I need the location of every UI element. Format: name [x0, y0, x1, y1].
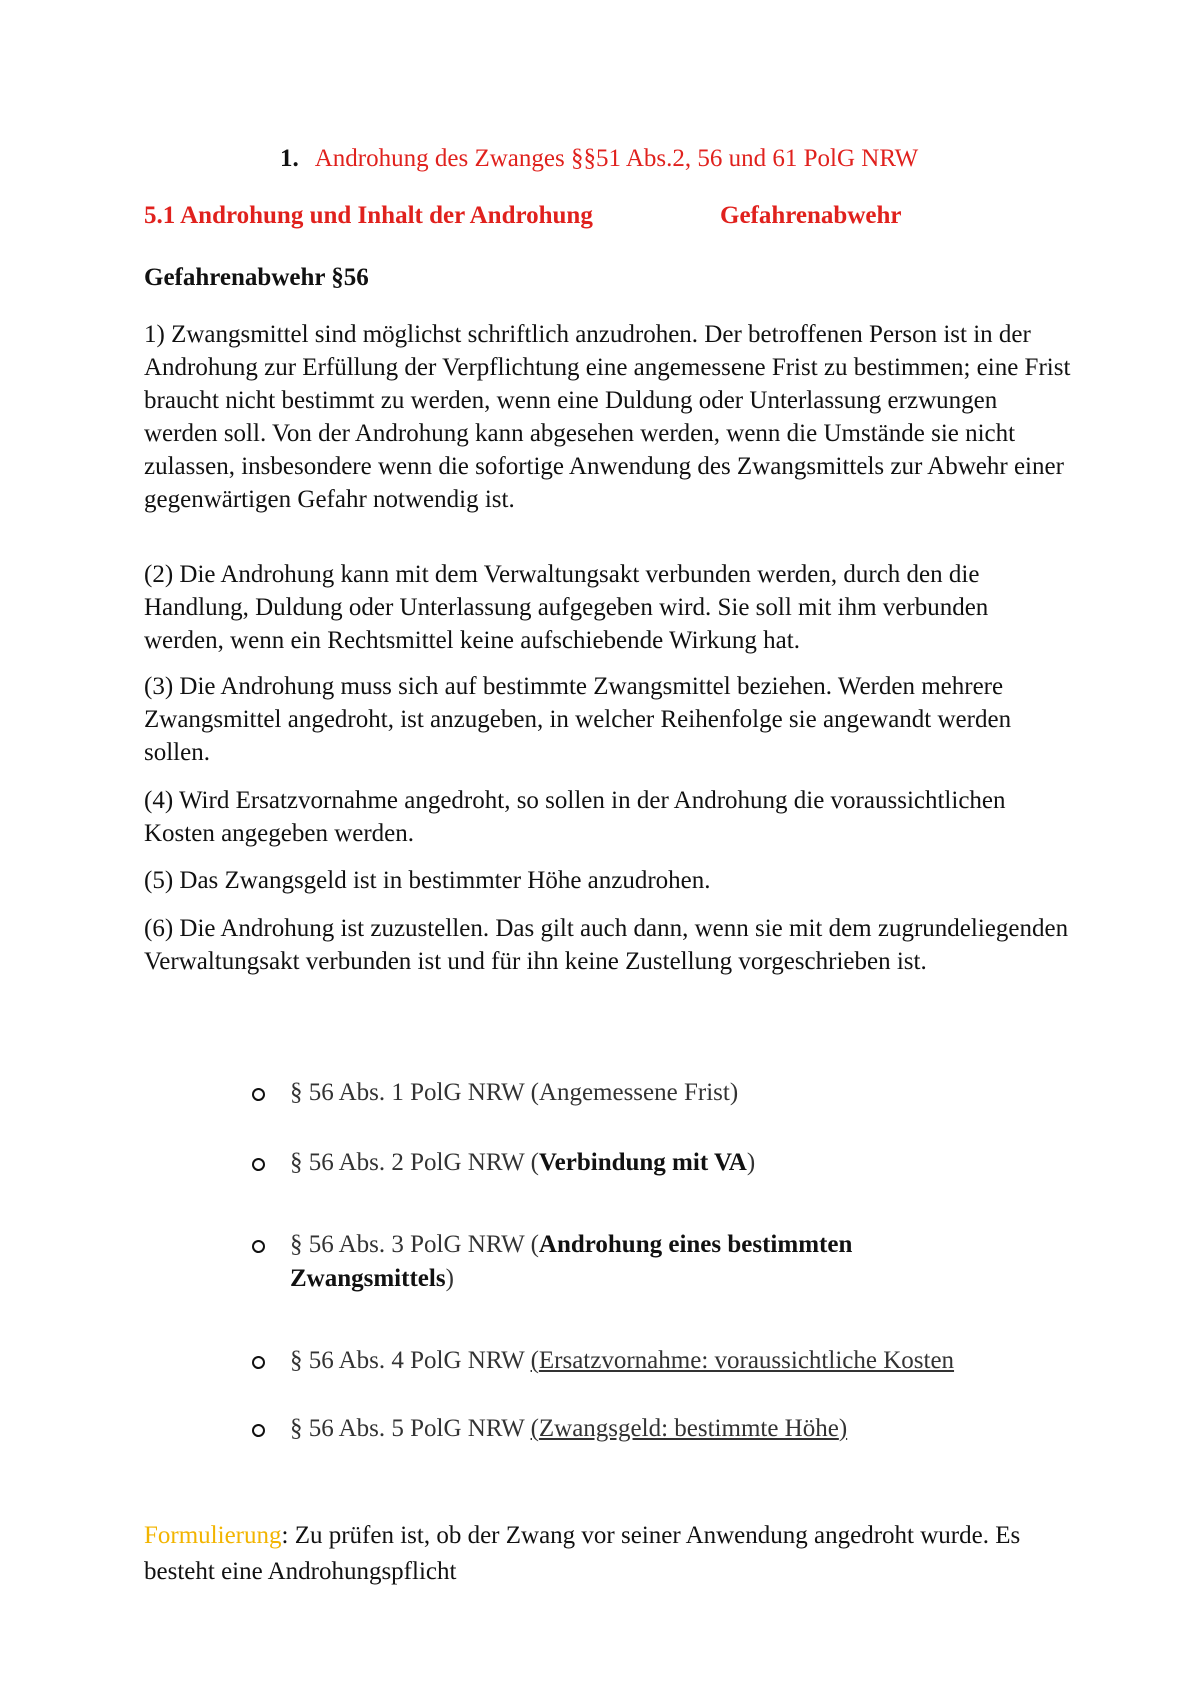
subsection-category: Gefahrenabwehr: [720, 202, 902, 229]
subsection-title: 5.1 Androhung und Inhalt der Androhung: [144, 202, 593, 229]
bullet-circle-icon: [252, 1088, 265, 1101]
section-heading-1: [280, 143, 918, 175]
bullet-circle-icon: [252, 1240, 265, 1253]
formulierung-label: Formulierung: [144, 1522, 282, 1549]
law-heading: Gefahrenabwehr §56: [144, 264, 369, 291]
paragraph-3: (3) Die Androhung muss sich auf bestimmte Zwangsmittel beziehen. Werden mehrere Zwangsmittel angedroht, ist anzugeben, in welcher Reihenfolge sie angewandt werden sollen.: [144, 673, 1012, 766]
subsection-heading: [144, 200, 902, 232]
list-item-text: § 56 Abs. 5 PolG NRW (Zwangsgeld: bestimmte Höhe): [290, 1415, 848, 1442]
bullet-circle-icon: [252, 1356, 265, 1369]
list-item-text: § 56 Abs. 2 PolG NRW (Verbindung mit VA): [290, 1149, 756, 1176]
section-number: 1.: [280, 145, 299, 172]
paragraph-6: (6) Die Androhung ist zuzustellen. Das gilt auch dann, wenn sie mit dem zugrundeliegenden Verwaltungsakt verbunden ist und für ihn keine Zustellung vorgeschrieben ist.: [144, 915, 1069, 975]
formulierung-text: : Zu prüfen ist, ob der Zwang vor seiner Anwendung angedroht wurde. Es besteht eine Androhungspflicht: [144, 1522, 1021, 1585]
formulierung-note: [144, 1518, 1064, 1590]
paragraph-2: (2) Die Androhung kann mit dem Verwaltungsakt verbunden werden, durch den die Handlung, Duldung oder Unterlassung aufgegeben wird. Sie soll mit ihm verbunden werden, wenn ein Rechtsmittel keine aufschiebende Wirkung hat.: [144, 561, 989, 654]
section-title: Androhung des Zwanges §§51 Abs.2, 56 und 61 PolG NRW: [314, 145, 919, 172]
list-item-text: § 56 Abs. 1 PolG NRW (Angemessene Frist): [290, 1079, 739, 1106]
list-item-text: § 56 Abs. 3 PolG NRW (Androhung eines bestimmten Zwangsmittels): [290, 1231, 853, 1292]
bullet-circle-icon: [252, 1424, 265, 1437]
paragraph-5: (5) Das Zwangsgeld ist in bestimmter Höhe anzudrohen.: [144, 867, 711, 894]
paragraph-4: (4) Wird Ersatzvornahme angedroht, so sollen in der Androhung die voraussichtlichen Kosten angegeben werden.: [144, 787, 1006, 847]
paragraph-1: 1) Zwangsmittel sind möglichst schriftlich anzudrohen. Der betroffenen Person ist in der Androhung zur Erfüllung der Verpflichtung eine angemessene Frist zu bestimmen; eine Frist braucht nicht bestimmt zu werden, wenn eine Duldung oder Unterlassung erzwungen werden soll. Von der Androhung kann abgesehen werden, wenn die Umstände sie nicht zulassen, insbesondere wenn die sofortige Anwendung des Zwangsmittels zur Abwehr einer gegenwärtigen Gefahr notwendig ist.: [144, 321, 1071, 513]
bullet-circle-icon: [252, 1158, 265, 1171]
list-item-text: § 56 Abs. 4 PolG NRW (Ersatzvornahme: voraussichtliche Kosten: [290, 1347, 955, 1374]
